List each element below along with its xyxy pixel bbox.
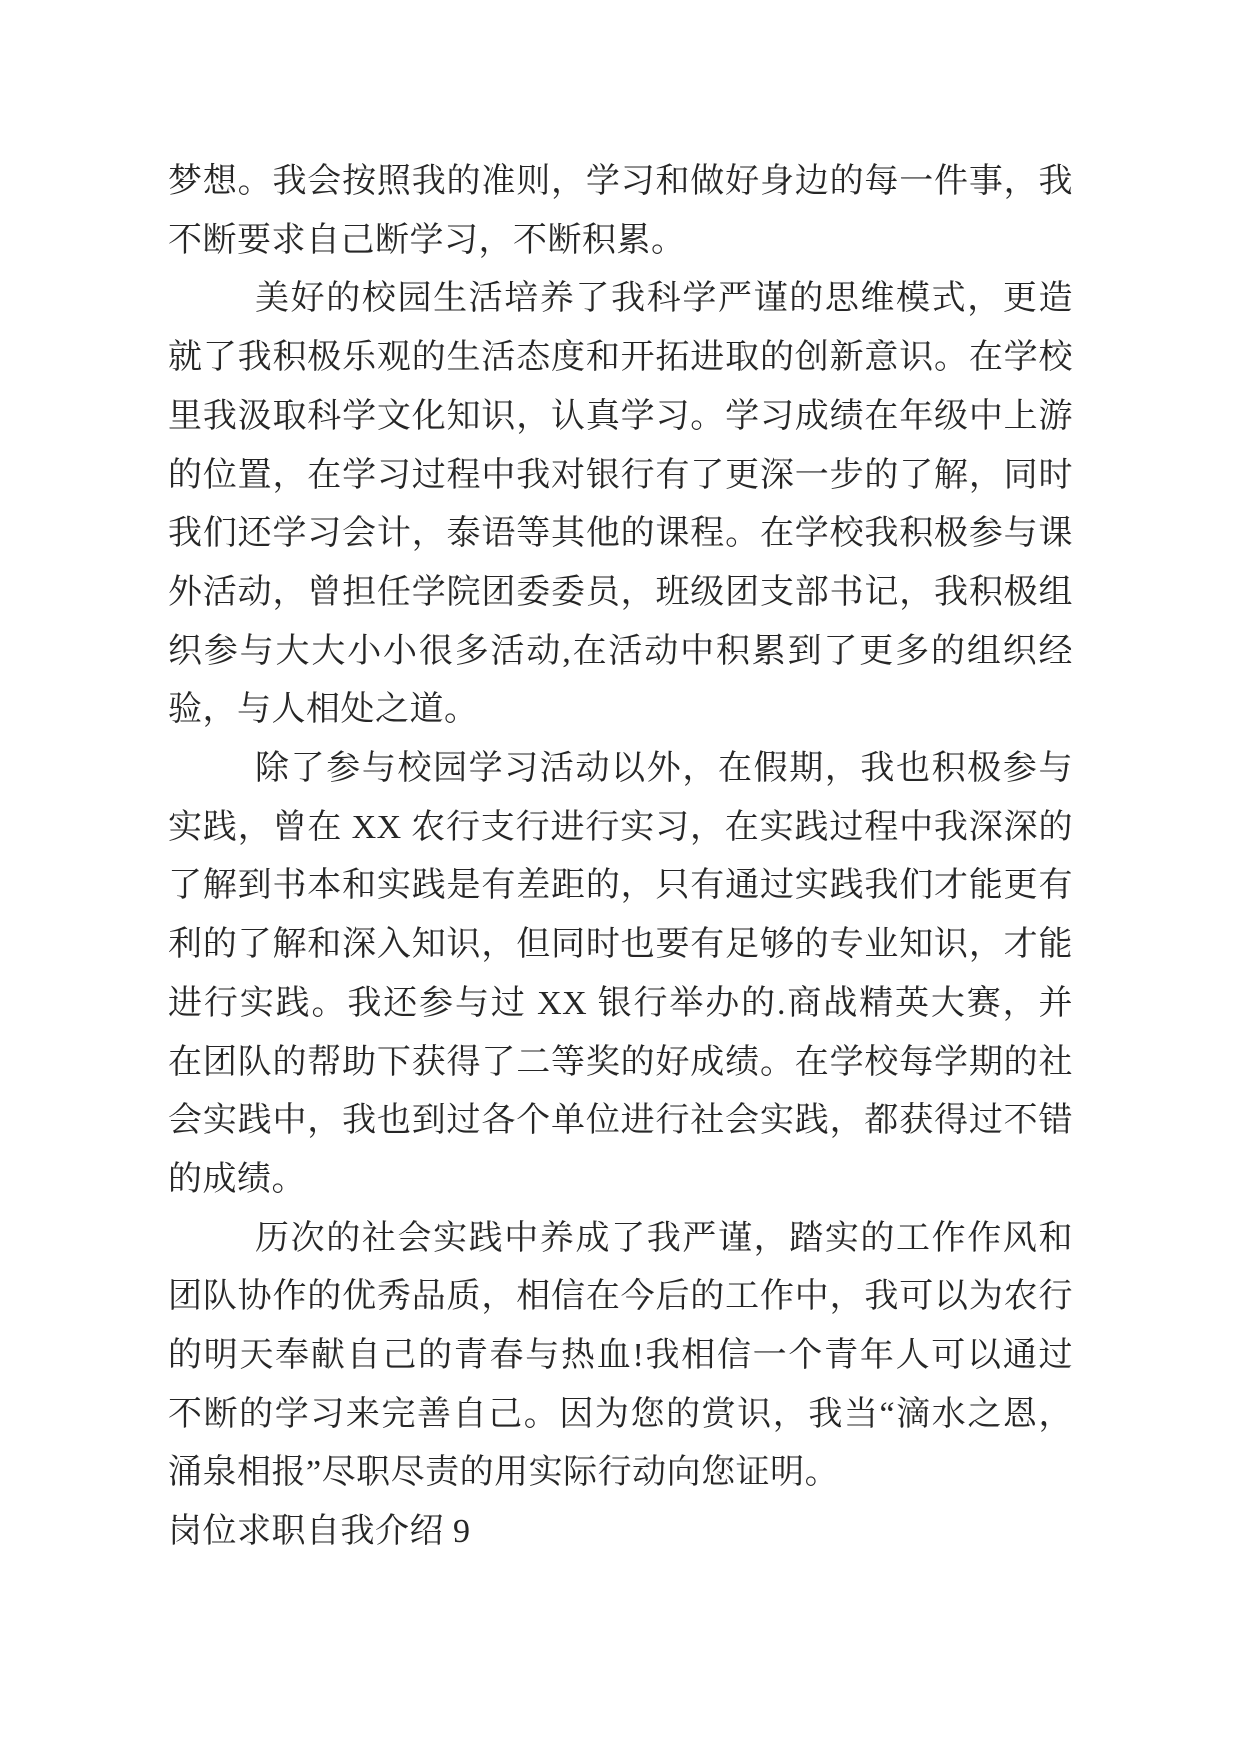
document-body	[168, 153, 1073, 1562]
paragraph: 除了参与校园学习活动以外，在假期，我也积极参与实践，曾在 XX 农行支行进行实习，在实践过程中我深深的了解到书本和实践是有差距的，只有通过实践我们才能更有利的了解和深入知识，但同时也要有足够的专业知识，才能进行实践。我还参与过 XX 银行举办的.商战精英大赛，并在团队的帮助下获得了二等奖的好成绩。在学校每学期的社会实践中，我也到过各个单位进行社会实践，都获得过不错的成绩。	[168, 750, 1073, 1198]
paragraph: 历次的社会实践中养成了我严谨，踏实的工作作风和团队协作的优秀品质，相信在今后的工作中，我可以为农行的明天奉献自己的青春与热血!我相信一个青年人可以通过不断的学习来完善自己。因为您的赏识，我当“滴水之恩，涌泉相报”尽职尽责的用实际行动向您证明。	[168, 1219, 1073, 1492]
paragraph: 梦想。我会按照我的准则，学习和做好身边的每一件事，我不断要求自己断学习，不断积累。	[168, 163, 1073, 259]
section-heading: 岗位求职自我介绍 9	[168, 1513, 471, 1551]
paragraph: 美好的校园生活培养了我科学严谨的思维模式，更造就了我积极乐观的生活态度和开拓进取的创新意识。在学校里我汲取科学文化知识，认真学习。学习成绩在年级中上游的位置，在学习过程中我对银行有了更深一步的了解，同时我们还学习会计，泰语等其他的课程。在学校我积极参与课外活动，曾担任学院团委委员，班级团支部书记，我积极组织参与大大小小很多活动,在活动中积累到了更多的组织经验，与人相处之道。	[168, 280, 1073, 729]
